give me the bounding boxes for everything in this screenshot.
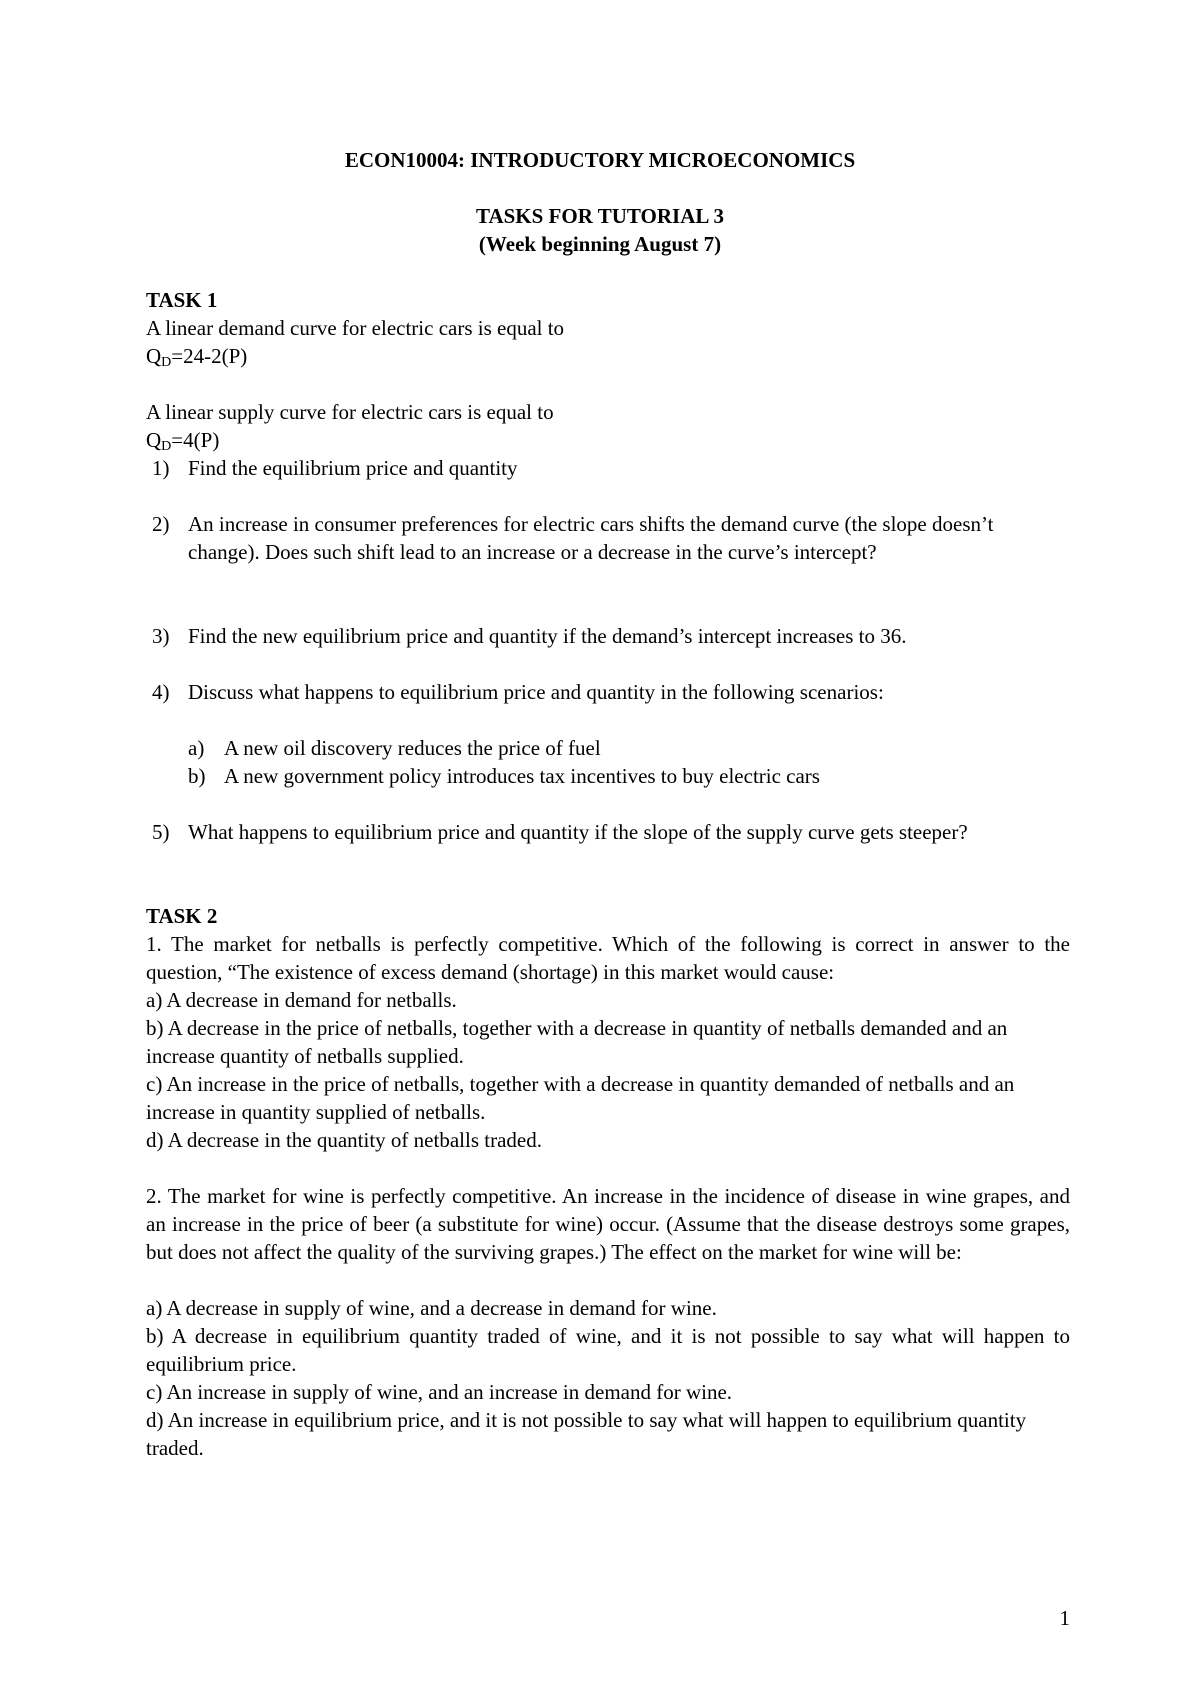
question-text: Find the new equilibrium price and quantity if the demand’s intercept increases to 36. xyxy=(188,624,907,648)
task1-heading: TASK 1 xyxy=(146,288,218,312)
scenario-letter: a) xyxy=(188,736,205,760)
task2-q1-option: d) A decrease in the quantity of netballs traded. xyxy=(146,1128,542,1152)
scenario-text: A new oil discovery reduces the price of fuel xyxy=(224,736,601,760)
scenario-text: A new government policy introduces tax incentives to buy electric cars xyxy=(224,764,820,788)
task2-q1-option: a) A decrease in demand for netballs. xyxy=(146,988,457,1012)
demand-eq-subscript: D xyxy=(161,355,172,370)
question-number: 2) xyxy=(152,512,170,536)
supply-eq-subscript: D xyxy=(161,439,172,454)
demand-eq-q: Q xyxy=(146,344,162,368)
question-text: Find the equilibrium price and quantity xyxy=(188,456,518,480)
task2-q1-option: c) An increase in the price of netballs, together with a decrease in quantity demanded of netballs and an increase in quantity supplied of netballs. xyxy=(146,1072,1015,1124)
demand-intro: A linear demand curve for electric cars is equal to xyxy=(146,316,565,340)
week-subtitle: (Week beginning August 7) xyxy=(478,232,722,256)
task2-q1-stem: 1. The market for netballs is perfectly competitive. Which of the following is correct in answer to the question, “The existence of excess demand (shortage) in this market would cause: xyxy=(146,932,1070,984)
scenario-letter: b) xyxy=(188,764,206,788)
question-number: 1) xyxy=(152,456,170,480)
supply-eq-rest: =4(P) xyxy=(171,428,220,452)
task2-q2-stem: 2. The market for wine is perfectly competitive. An increase in the incidence of disease in wine grapes, and an increase in the price of beer (a substitute for wine) occur. (Assume that the disease destroys some grapes, but does not affect the quality of the surviving grapes.) The effect on the market for wine will be: xyxy=(146,1184,1070,1264)
task2-q1-option: b) A decrease in the price of netballs, together with a decrease in quantity of netballs demanded and an increase quantity of netballs supplied. xyxy=(146,1016,1008,1068)
course-title: ECON10004: INTRODUCTORY MICROECONOMICS xyxy=(344,148,856,172)
question-number: 3) xyxy=(152,624,170,648)
question-number: 4) xyxy=(152,680,170,704)
supply-eq-q: Q xyxy=(146,428,162,452)
demand-equation xyxy=(146,342,1070,374)
question-text: What happens to equilibrium price and quantity if the slope of the supply curve gets steeper? xyxy=(188,820,968,844)
tutorial-title: TASKS FOR TUTORIAL 3 xyxy=(476,204,724,228)
supply-intro: A linear supply curve for electric cars is equal to xyxy=(146,400,554,424)
demand-eq-rest: =24-2(P) xyxy=(171,344,248,368)
task2-q2-option: d) An increase in equilibrium price, and it is not possible to say what will happen to equilibrium quantity traded. xyxy=(146,1408,1027,1460)
task2-q2-option: b) A decrease in equilibrium quantity traded of wine, and it is not possible to say what will happen to equilibrium price. xyxy=(146,1324,1070,1376)
task2-q2-option: c) An increase in supply of wine, and an increase in demand for wine. xyxy=(146,1380,733,1404)
task2-heading: TASK 2 xyxy=(146,904,218,928)
question-text: An increase in consumer preferences for electric cars shifts the demand curve (the slope doesn’t change). Does such shift lead to an increase or a decrease in the curve’s intercept? xyxy=(188,512,994,564)
question-number: 5) xyxy=(152,820,170,844)
page-number: 1 xyxy=(1059,1606,1070,1630)
question-text: Discuss what happens to equilibrium price and quantity in the following scenarios: xyxy=(188,680,884,704)
task2-q2-option: a) A decrease in supply of wine, and a decrease in demand for wine. xyxy=(146,1296,717,1320)
